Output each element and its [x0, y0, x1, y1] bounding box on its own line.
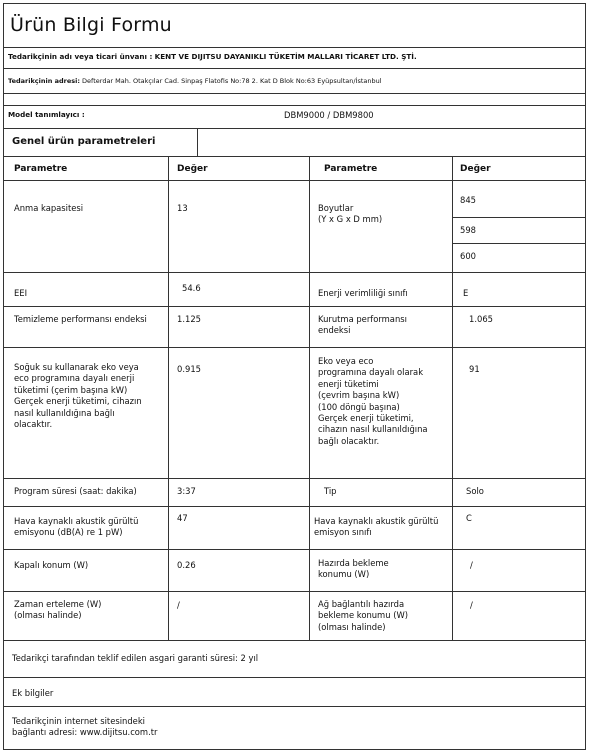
- product-information-sheet: [3, 3, 586, 750]
- value-eco-energy-per-100: 91: [469, 364, 480, 374]
- param-noise-class: Hava kaynaklı akustik gürültü emisyon sınıfı: [314, 516, 439, 538]
- divider: [4, 706, 585, 707]
- header-parameter-2: Parametre: [324, 164, 378, 174]
- param-standby-mode: Hazırda bekleme konumu (W): [318, 558, 389, 580]
- warranty-text: Tedarikçi tarafından teklif edilen asgari garanti süresi: 2 yıl: [12, 653, 259, 663]
- value-delay-start: /: [177, 600, 180, 610]
- param-eco-energy-per-cycle: Soğuk su kullanarak eko veya eco programına dayalı enerji tüketimi (çerim başına kW) Gerçek enerji tüketimi, cihazın nasıl kullanıldığına bağlı olacaktır.: [14, 362, 142, 430]
- value-eco-energy-per-cycle: 0.915: [177, 364, 201, 374]
- value-noise-class: C: [466, 513, 472, 523]
- divider: [4, 677, 585, 678]
- value-rated-capacity: 13: [177, 203, 188, 213]
- divider: [4, 156, 585, 157]
- divider: [4, 128, 585, 129]
- supplier-address-row: [8, 76, 382, 86]
- supplier-name-label: Tedarikçinin adı veya ticari ünvanı :: [8, 52, 153, 61]
- value-off-mode: 0.26: [177, 560, 196, 570]
- model-label: Model tanımlayıcı :: [8, 110, 85, 119]
- divider: [309, 156, 310, 640]
- divider: [4, 47, 585, 48]
- supplier-address-label: Tedarikçinin adresi:: [8, 77, 80, 85]
- divider: [4, 105, 585, 106]
- param-networked-standby: Ağ bağlantılı hazırda bekleme konumu (W) (olması halinde): [318, 599, 409, 632]
- param-type: Tip: [324, 486, 337, 496]
- divider: [4, 272, 585, 273]
- value-standby-mode: /: [470, 560, 473, 570]
- param-eei: EEI: [14, 288, 28, 298]
- divider: [4, 478, 585, 479]
- value-energy-class: E: [463, 288, 469, 298]
- divider: [4, 68, 585, 69]
- divider: [4, 93, 585, 94]
- value-height: 845: [460, 195, 476, 205]
- value-cleaning-index: 1.125: [177, 314, 201, 324]
- param-noise-emission: Hava kaynaklı akustik gürültü emisyonu (dB(A) re 1 pW): [14, 516, 139, 538]
- header-parameter-1: Parametre: [14, 164, 68, 174]
- value-drying-index: 1.065: [469, 314, 493, 324]
- supplier-address-value: Defterdar Mah. Otakçılar Cad. Sinpaş Flatofis No:78 2. Kat D Blok No:63 Eyüpsultan/İstanbul: [82, 77, 382, 85]
- param-drying-index: Kurutma performansı endeksi: [318, 314, 407, 336]
- param-dimensions: Boyutlar (Y x G x D mm): [318, 203, 383, 225]
- supplier-name-row: [8, 52, 417, 62]
- general-params-heading: Genel ürün parametreleri: [12, 136, 156, 147]
- value-eei: 54.6: [182, 283, 201, 293]
- divider: [4, 506, 585, 507]
- divider: [4, 591, 585, 592]
- additional-info-label: Ek bilgiler: [12, 688, 54, 698]
- divider: [197, 128, 198, 156]
- header-value-1: Değer: [177, 164, 208, 174]
- header-value-2: Değer: [460, 164, 491, 174]
- value-width: 598: [460, 225, 476, 235]
- value-depth: 600: [460, 251, 476, 261]
- model-value: DBM9000 / DBM9800: [284, 110, 374, 120]
- supplier-name-value: KENT VE DIJITSU DAYANIKLI TÜKETİM MALLARI TİCARET LTD. ŞTİ.: [154, 52, 417, 61]
- param-cleaning-index: Temizleme performansı endeksi: [14, 314, 147, 324]
- divider: [4, 549, 585, 550]
- value-networked-standby: /: [470, 600, 473, 610]
- param-rated-capacity: Anma kapasitesi: [14, 203, 84, 213]
- value-program-duration: 3:37: [177, 486, 196, 496]
- supplier-website: Tedarikçinin internet sitesindeki bağlantı adresi: www.dijitsu.com.tr: [12, 716, 158, 738]
- param-energy-class: Enerji verimliliği sınıfı: [318, 288, 408, 298]
- param-eco-energy-per-100: Eko veya eco programına dayalı olarak enerji tüketimi (çevrim başına kW) (100 döngü başına) Gerçek enerji tüketimi, cihazın nasıl kullanıldığına bağlı olacaktır.: [318, 356, 428, 446]
- param-delay-start: Zaman erteleme (W) (olması halinde): [14, 599, 102, 621]
- value-type: Solo: [466, 486, 484, 496]
- divider: [452, 243, 585, 244]
- param-program-duration: Program süresi (saat: dakika): [14, 486, 137, 496]
- divider: [168, 156, 169, 640]
- form-title: Ürün Bilgi Formu: [10, 14, 172, 36]
- divider: [452, 217, 585, 218]
- divider: [4, 347, 585, 348]
- param-off-mode: Kapalı konum (W): [14, 560, 89, 570]
- value-noise-emission: 47: [177, 513, 188, 523]
- divider: [452, 156, 453, 640]
- divider: [4, 306, 585, 307]
- divider: [4, 180, 585, 181]
- divider: [4, 640, 585, 641]
